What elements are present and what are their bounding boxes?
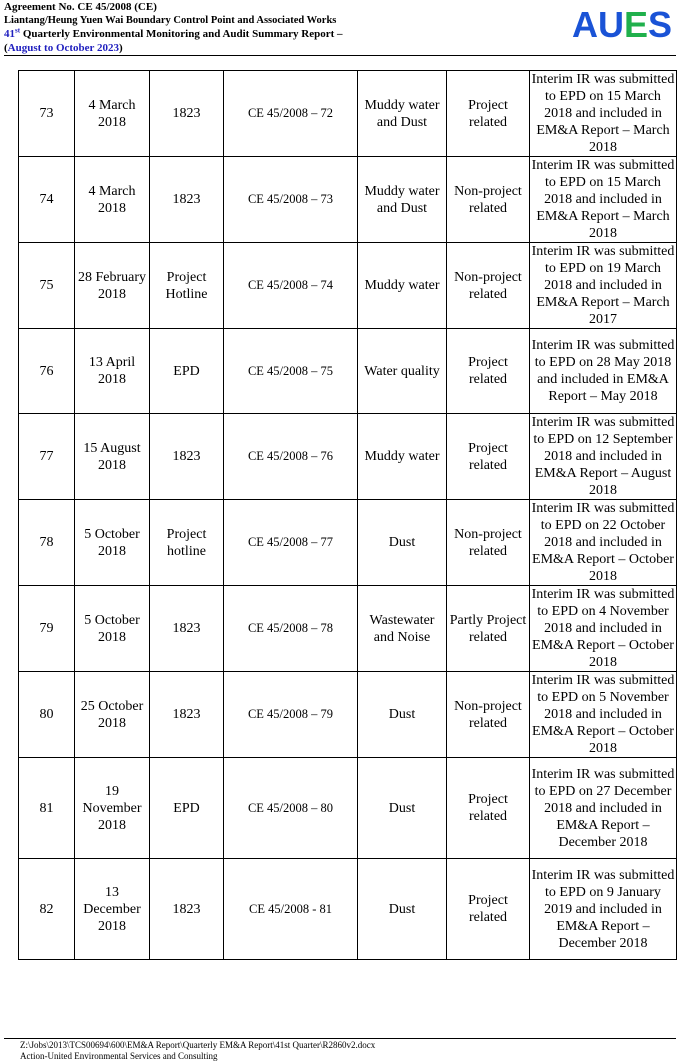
period-text: August to October 2023 xyxy=(7,42,119,54)
cell-nature: Project related xyxy=(447,859,530,960)
cell-date: 5 October 2018 xyxy=(75,500,150,586)
cell-status: Interim IR was submitted to EPD on 22 October 2018 and included in EM&A Report – October 2018 xyxy=(530,500,677,586)
cell-source: 1823 xyxy=(150,71,224,157)
footer-file-path: Z:\Jobs\2013\TCS00694\600\EM&A Report\Quarterly EM&A Report\41st Quarter\R2860v2.docx xyxy=(20,1040,376,1050)
cell-nature: Non-project related xyxy=(447,243,530,329)
cell-reference: CE 45/2008 – 77 xyxy=(224,500,358,586)
cell-number: 82 xyxy=(19,859,75,960)
cell-date: 19 November 2018 xyxy=(75,758,150,859)
page-footer xyxy=(20,1040,375,1062)
cell-issue: Water quality xyxy=(358,329,447,414)
cell-date: 28 February 2018 xyxy=(75,243,150,329)
cell-issue: Wastewater and Noise xyxy=(358,586,447,672)
report-ordinal: 41 xyxy=(4,28,15,40)
cell-issue: Muddy water xyxy=(358,414,447,500)
cell-source: Project hotline xyxy=(150,500,224,586)
cell-number: 80 xyxy=(19,672,75,758)
logo-letter-e: E xyxy=(623,4,648,45)
footer-divider xyxy=(4,1038,676,1039)
cell-reference: CE 45/2008 – 78 xyxy=(224,586,358,672)
cell-source: 1823 xyxy=(150,414,224,500)
cell-nature: Project related xyxy=(447,758,530,859)
project-title: Liantang/Heung Yuen Wai Boundary Control Point and Associated Works xyxy=(4,15,337,26)
cell-source: 1823 xyxy=(150,157,224,243)
cell-number: 78 xyxy=(19,500,75,586)
complaint-log-body xyxy=(19,71,677,960)
page-header xyxy=(4,0,564,55)
cell-date: 5 October 2018 xyxy=(75,586,150,672)
cell-status: Interim IR was submitted to EPD on 9 January 2019 and included in EM&A Report – December 2018 xyxy=(530,859,677,960)
cell-source: 1823 xyxy=(150,859,224,960)
table-row xyxy=(19,243,677,329)
cell-date: 25 October 2018 xyxy=(75,672,150,758)
cell-number: 81 xyxy=(19,758,75,859)
cell-issue: Muddy water xyxy=(358,243,447,329)
cell-reference: CE 45/2008 - 81 xyxy=(224,859,358,960)
complaint-log-table xyxy=(18,70,677,960)
cell-date: 4 March 2018 xyxy=(75,71,150,157)
cell-source: EPD xyxy=(150,758,224,859)
table-row xyxy=(19,329,677,414)
cell-date: 15 August 2018 xyxy=(75,414,150,500)
aues-logo xyxy=(572,6,672,44)
period-open-paren: ( xyxy=(4,42,8,54)
cell-source: Project Hotline xyxy=(150,243,224,329)
cell-nature: Project related xyxy=(447,329,530,414)
cell-nature: Non-project related xyxy=(447,500,530,586)
table-row xyxy=(19,71,677,157)
logo-letter-a: A xyxy=(571,4,598,45)
report-title-text: Quarterly Environmental Monitoring and Audit Summary Report – xyxy=(22,28,343,40)
cell-issue: Muddy water and Dust xyxy=(358,71,447,157)
cell-status: Interim IR was submitted to EPD on 4 November 2018 and included in EM&A Report – October 2018 xyxy=(530,586,677,672)
table-row xyxy=(19,157,677,243)
cell-reference: CE 45/2008 – 72 xyxy=(224,71,358,157)
period-close-paren: ) xyxy=(119,42,123,54)
footer-company: Action-United Environmental Services and Consulting xyxy=(20,1051,218,1061)
cell-reference: CE 45/2008 – 74 xyxy=(224,243,358,329)
header-divider xyxy=(4,55,676,56)
cell-number: 75 xyxy=(19,243,75,329)
table-row xyxy=(19,500,677,586)
agreement-number: Agreement No. CE 45/2008 (CE) xyxy=(4,1,157,13)
logo-letter-u: U xyxy=(597,4,624,45)
cell-nature: Project related xyxy=(447,414,530,500)
cell-reference: CE 45/2008 – 80 xyxy=(224,758,358,859)
table-row xyxy=(19,672,677,758)
cell-nature: Non-project related xyxy=(447,157,530,243)
table-row xyxy=(19,586,677,672)
cell-reference: CE 45/2008 – 76 xyxy=(224,414,358,500)
cell-number: 77 xyxy=(19,414,75,500)
cell-status: Interim IR was submitted to EPD on 28 May 2018 and included in EM&A Report – May 2018 xyxy=(530,329,677,414)
table-row xyxy=(19,859,677,960)
cell-source: 1823 xyxy=(150,672,224,758)
cell-issue: Dust xyxy=(358,500,447,586)
logo-letter-s: S xyxy=(647,4,672,45)
cell-issue: Dust xyxy=(358,672,447,758)
cell-nature: Project related xyxy=(447,71,530,157)
cell-reference: CE 45/2008 – 75 xyxy=(224,329,358,414)
cell-date: 13 April 2018 xyxy=(75,329,150,414)
table-row xyxy=(19,758,677,859)
report-title xyxy=(4,27,564,41)
cell-number: 76 xyxy=(19,329,75,414)
cell-number: 74 xyxy=(19,157,75,243)
cell-issue: Muddy water and Dust xyxy=(358,157,447,243)
cell-status: Interim IR was submitted to EPD on 5 November 2018 and included in EM&A Report – October 2018 xyxy=(530,672,677,758)
cell-status: Interim IR was submitted to EPD on 15 March 2018 and included in EM&A Report – March 2018 xyxy=(530,71,677,157)
cell-reference: CE 45/2008 – 79 xyxy=(224,672,358,758)
cell-nature: Partly Project related xyxy=(447,586,530,672)
cell-date: 4 March 2018 xyxy=(75,157,150,243)
cell-status: Interim IR was submitted to EPD on 12 September 2018 and included in EM&A Report – August 2018 xyxy=(530,414,677,500)
table-row xyxy=(19,414,677,500)
report-period xyxy=(4,41,564,55)
cell-issue: Dust xyxy=(358,758,447,859)
cell-date: 13 December 2018 xyxy=(75,859,150,960)
report-ordinal-suffix: st xyxy=(15,26,21,35)
cell-status: Interim IR was submitted to EPD on 19 March 2018 and included in EM&A Report – March 2017 xyxy=(530,243,677,329)
cell-number: 73 xyxy=(19,71,75,157)
cell-source: 1823 xyxy=(150,586,224,672)
cell-number: 79 xyxy=(19,586,75,672)
cell-status: Interim IR was submitted to EPD on 27 December 2018 and included in EM&A Report – December 2018 xyxy=(530,758,677,859)
cell-issue: Dust xyxy=(358,859,447,960)
cell-source: EPD xyxy=(150,329,224,414)
cell-reference: CE 45/2008 – 73 xyxy=(224,157,358,243)
cell-status: Interim IR was submitted to EPD on 15 March 2018 and included in EM&A Report – March 2018 xyxy=(530,157,677,243)
cell-nature: Non-project related xyxy=(447,672,530,758)
